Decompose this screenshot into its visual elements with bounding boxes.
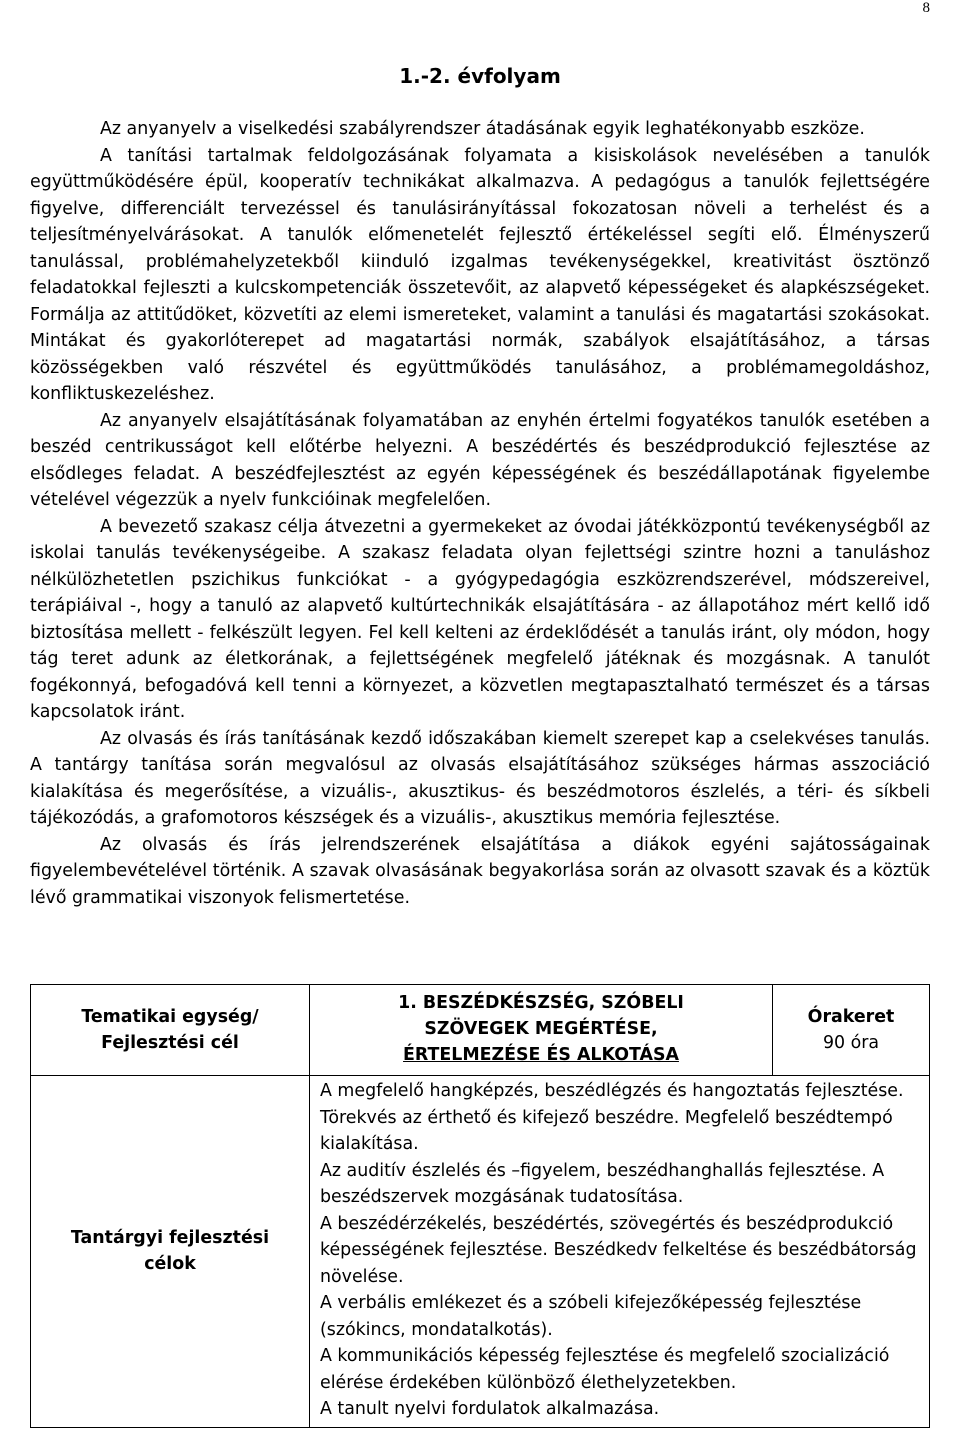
goal-item: A tanult nyelvi fordulatok alkalmazása. — [320, 1399, 660, 1419]
paragraph: Az olvasás és írás jelrendszerének elsajátítása a diákok egyéni sajátosságainak figyelembevételével történik. A szavak olvasásának begyakorlása során az olvasott szavak és a köztük lévő grammatikai viszonyok felismertetése. — [30, 834, 930, 908]
unit-label-cell — [31, 985, 310, 1076]
paragraph: A tanítási tartalmak feldolgozásának folyamata a kisiskolások nevelésében a tanulók együttműködésére épül, kooperatív technikákat alkalmazva. A pedagógus a tanulók fejlettségére figyelve, differenciált tervezéssel és tanulásirányítással fokozatosan növeli a terhelést és a teljesítményelvárásokat. A tanulók előmenetelét fejlesztő értékeléssel segíti elő. Élményszerű tanulással, problémahelyzetekből kiinduló izgalmas tevékenységekkel, kreativitást ösztönző feladatokkal fejleszti a kulcskompetenciák összetevőit, az alapvető képességeket és alapkészségeket. Formálja az attitűdöket, közvetíti az elemi ismereteket, valamint a tanulási és magatartási szokásokat. Mintákat és gyakorlóterepet ad magatartási normák, szabályok elsajátításához, a társas közösségekben való részvétel és együttműködés tanulásához, a problémamegoldáshoz, konfliktuskezeléshez. — [30, 145, 930, 404]
goals-cell — [310, 1076, 930, 1428]
goal-item: Törekvés az érthető és kifejező beszédre. Megfelelő beszédtempó kialakítása. — [320, 1107, 893, 1154]
unit-title-line: 1. BESZÉDKÉSZSÉG, SZÓBELI — [398, 993, 684, 1013]
hours-label: Órakeret — [807, 1007, 895, 1027]
unit-label: Tematikai egység/ Fejlesztési cél — [81, 1007, 259, 1053]
unit-title-cell — [310, 985, 773, 1076]
unit-title-line: ÉRTELMEZÉSE ÉS ALKOTÁSA — [403, 1045, 679, 1065]
goal-item: A megfelelő hangképzés, beszédlégzés és hangoztatás fejlesztése. — [320, 1081, 904, 1101]
goal-item: A beszédérzékelés, beszédértés, szövegértés és beszédprodukció képességének fejlesztése. Beszédkedv felkeltése és beszédbátorság növelése. — [320, 1213, 917, 1287]
paragraph: Az anyanyelv a viselkedési szabályrendszer átadásának egyik leghatékonyabb eszköze. — [100, 119, 865, 139]
section-heading: 1.-2. évfolyam — [399, 64, 561, 88]
page-number: 8 — [922, 0, 930, 16]
unit-title-line: SZÖVEGEK MEGÉRTÉSE, — [424, 1019, 658, 1039]
paragraph: Az olvasás és írás tanításának kezdő időszakában kiemelt szerepet kap a cselekvéses tanulás. A tantárgy tanítása során megvalósul az olvasás elsajátításához szükséges hármas asszociáció kialakítása és megerősítése, a vizuális-, akusztikus- és beszédmotoros észlelés, a téri- és síkbeli tájékozódás, a grafomotoros készségek és a vizuális-, akusztikus memória fejlesztése. — [30, 728, 930, 828]
table-row — [31, 1076, 930, 1428]
thematic-unit-table — [30, 984, 930, 1428]
hours-cell — [773, 985, 930, 1076]
goal-item: A kommunikációs képesség fejlesztése és megfelelő szocializáció elérése érdekében különböző élethelyzetekben. — [320, 1346, 890, 1393]
body-text — [30, 116, 930, 911]
paragraph: Az anyanyelv elsajátításának folyamatában az enyhén értelmi fogyatékos tanulók esetében a beszéd centrikusságot kell előtérbe helyezni. A beszédértés és beszédprodukció fejlesztése az elsődleges feladat. A beszédfejlesztést az egyén képességének és beszédállapotának figyelembe vételével végezzük a nyelv funkcióinak megfelelően. — [30, 410, 930, 510]
hours-value: 90 óra — [822, 1033, 880, 1053]
paragraph: A bevezető szakasz célja átvezetni a gyermekeket az óvodai játékközpontú tevékenységből az iskolai tanulás tevékenységeibe. A szakasz feladata olyan fejlettségi szintre hozni a tanuláshoz nélkülözhetetlen pszichikus funkciókat - a gyógypedagógia eszközrendszerével, módszereivel, terápiáival -, hogy a tanuló az alapvető kultúrtechnikák elsajátítására - az állapotához mért kellő idő biztosítása mellett - felkészült legyen. Fel kell kelteni az érdeklődését a tanulás iránt, oly módon, hogy tág teret adunk az életkorának, a fejlettségének megfelelő játéknak és mozgásnak. A tanulót fogékonnyá, befogadóvá kell tenni a környezet, a közvetlen megtapasztalható természet és a társas kapcsolatok iránt. — [30, 516, 930, 722]
goal-item: Az auditív észlelés és –figyelem, beszédhanghallás fejlesztése. A beszédszervek mozgásának tudatosítása. — [320, 1160, 885, 1207]
goals-label: Tantárgyi fejlesztési célok — [70, 1228, 270, 1275]
goal-item: A verbális emlékezet és a szóbeli kifejezőképesség fejlesztése (szókincs, mondatalkotás). — [320, 1293, 862, 1340]
table-row — [31, 985, 930, 1076]
goals-label-cell — [31, 1076, 310, 1428]
